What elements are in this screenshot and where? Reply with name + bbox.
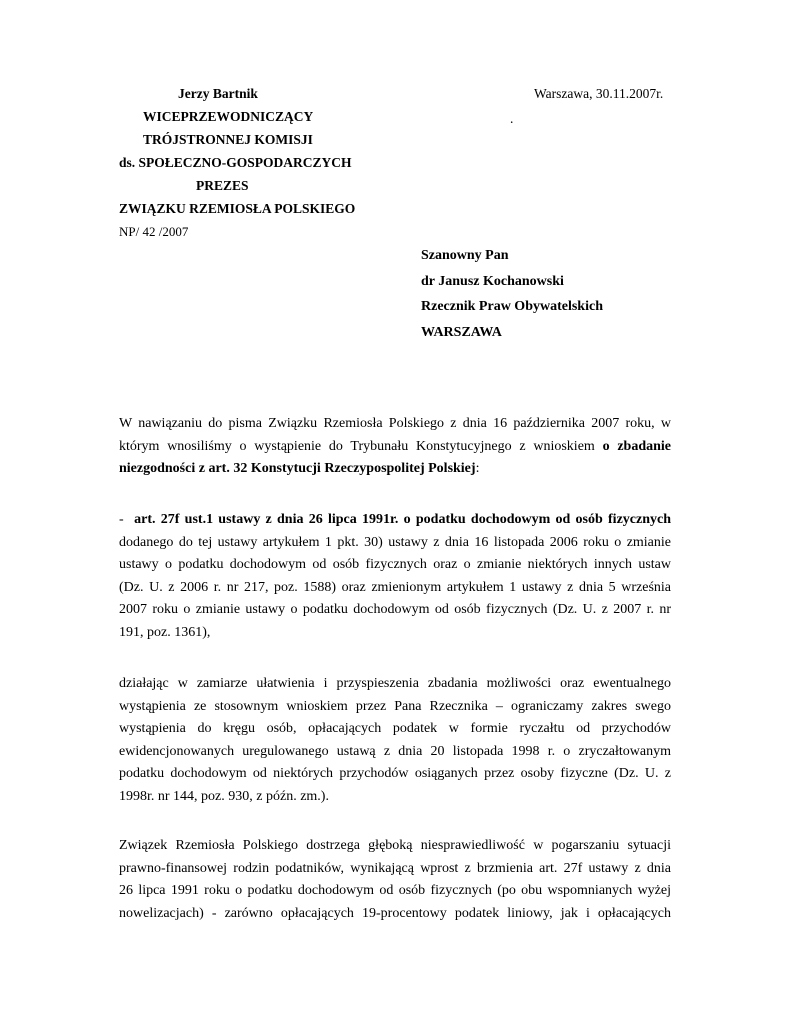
paragraph-line: dodanego do tej ustawy artykułem 1 pkt. 30) ustawy z dnia 16 listopada 2006 roku o zmianie <box>119 534 671 550</box>
paragraph-line: ewidencjonowanych uregulowanego ustawą z dnia 20 listopada 1998 r. o zryczałtowanym <box>119 743 671 759</box>
letter-date: Warszawa, 30.11.2007r. <box>534 86 664 101</box>
paragraph-line <box>119 509 671 532</box>
paragraph-line: 2007 roku o zmianie ustawy o podatku dochodowym od osób fizycznych (Dz. U. z 2007 r. nr <box>119 602 671 617</box>
sender-role-socioeconomic: ds. SPOŁECZNO-GOSPODARCZYCH <box>119 155 352 170</box>
paragraph-text: którym wnosiliśmy o wystąpienie do Trybunału Konstytucyjnego z wnioskiem <box>119 438 603 454</box>
paragraph-injustice <box>119 835 671 925</box>
sender-organization: ZWIĄZKU RZEMIOSŁA POLSKIEGO <box>119 201 356 216</box>
paragraph-line: (Dz. U. z 2006 r. nr 217, poz. 1588) oraz zmienionym artykułem 1 ustawy z dnia 5 września <box>119 579 671 595</box>
sender-name: Jerzy Bartnik <box>178 86 258 101</box>
paragraph-intro <box>119 413 671 481</box>
paragraph-line: 1998r. nr 144, poz. 930, z późn. zm.). <box>119 788 329 804</box>
sender-role-vice-chair: WICEPRZEWODNICZĄCY <box>143 109 314 124</box>
paragraph-text: : <box>475 461 480 476</box>
paragraph-line: ustawy o podatku dochodowym od osób fizycznych oraz o zmianie niektórych innych ustaw <box>119 557 671 572</box>
paragraph-line <box>119 436 671 459</box>
bold-text: o zbadanie <box>602 438 671 454</box>
stray-dot: . <box>510 111 514 126</box>
bold-text: art. 27f ust.1 ustawy z dnia 26 lipca 1991r. o podatku dochodowym od osób fizycznych <box>134 512 671 527</box>
paragraph-line: W nawiązaniu do pisma Związku Rzemiosła Polskiego z dnia 16 października 2007 roku, w <box>119 416 671 431</box>
reference-number: NP/ 42 /2007 <box>119 224 189 239</box>
paragraph-line: Związek Rzemiosła Polskiego dostrzega głęboką niesprawiedliwość w pogarszaniu sytuacji <box>119 838 671 853</box>
sender-role-commission: TRÓJSTRONNEJ KOMISJI <box>143 132 313 147</box>
paragraph-line: wystąpienia do kręgu osób, opłacających podatek w formie ryczałtu od przychodów <box>119 721 671 736</box>
paragraph-line: działając w zamiarze ułatwienia i przyspieszenia zbadania możliwości oraz ewentualnego <box>119 676 671 691</box>
paragraph-line: podatku dochodowym od niektórych przychodów osiąganych przez osoby fizyczne (Dz. U. z <box>119 766 671 781</box>
paragraph-article-reference <box>119 509 671 644</box>
paragraph-line: 191, poz. 1361), <box>119 624 211 640</box>
recipient-name: dr Janusz Kochanowski <box>421 274 564 289</box>
sender-role-president: PREZES <box>196 178 249 193</box>
recipient-title: Rzecznik Praw Obywatelskich <box>421 299 603 314</box>
paragraph-line: nowelizacjach) - zarówno opłacających 19-procentowy podatek liniowy, jak i opłacających <box>119 905 671 921</box>
paragraph-scope <box>119 673 671 808</box>
paragraph-line: prawno-finansowej rodzin podatników, wynikającą wprost z brzmienia art. 27f ustawy z dnia <box>119 860 671 876</box>
recipient-city: WARSZAWA <box>421 325 502 340</box>
bold-text: niezgodności z art. 32 Konstytucji Rzeczypospolitej Polskiej <box>119 461 476 476</box>
list-dash: - <box>119 512 135 527</box>
paragraph-line: wystąpienia ze stosownym wnioskiem przez Pana Rzecznika – ograniczamy zakres swego <box>119 698 671 714</box>
paragraph-line <box>119 458 671 481</box>
recipient-salutation: Szanowny Pan <box>421 248 509 263</box>
paragraph-line: 26 lipca 1991 roku o podatku dochodowym od osób fizycznych (po obu wspomnianych wyżej <box>119 883 671 898</box>
